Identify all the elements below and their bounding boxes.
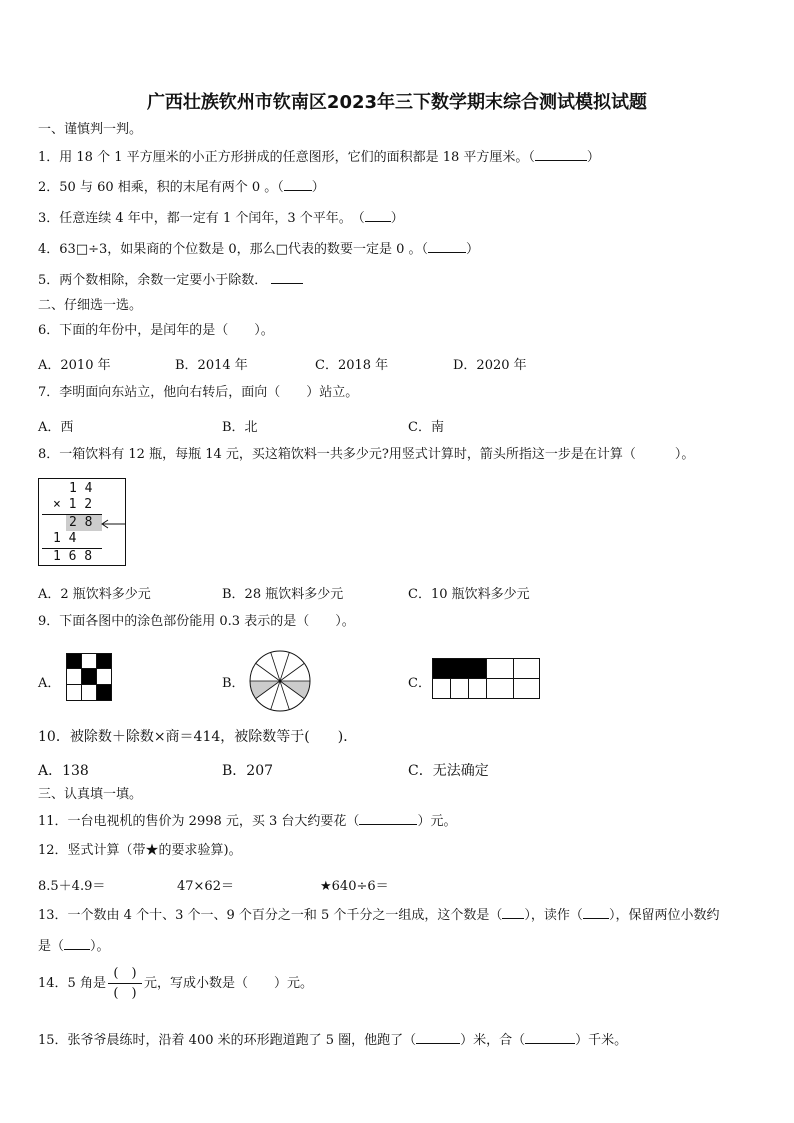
calc-item-2: 47×62＝ xyxy=(177,879,234,894)
question-5: 5．两个数相除，余数一定要小于除数． xyxy=(38,271,303,289)
answer-blank[interactable] xyxy=(428,240,466,253)
question-10: 10．被除数＋除数×商＝414，被除数等于( )． xyxy=(38,729,358,745)
answer-blank[interactable] xyxy=(284,178,312,191)
answer-blank[interactable] xyxy=(583,906,609,919)
answer-blank[interactable] xyxy=(502,906,524,919)
calc-row-partial-2: 1 4 xyxy=(53,531,77,546)
answer-blank[interactable] xyxy=(64,937,90,950)
option-c[interactable]: C．无法确定 xyxy=(408,763,489,779)
question-7: 7．李明面向东站立，他向右转后，面向（ ）站立。 xyxy=(38,385,359,400)
answer-blank[interactable] xyxy=(359,812,417,825)
option-b[interactable]: B．207 xyxy=(222,763,274,779)
answer-blank[interactable] xyxy=(416,1031,460,1044)
calc-item-3: ★640÷6＝ xyxy=(320,879,389,894)
answer-blank[interactable] xyxy=(271,271,303,284)
question-9: 9．下面各图中的涂色部份能用 0.3 表示的是（ ）。 xyxy=(38,614,355,629)
question-15: 15．张爷爷晨练时，沿着 400 米的环形跑道跑了 5 圈，他跑了（ ）米，合（ ）千米。 xyxy=(38,1033,628,1048)
vertical-multiplication-figure xyxy=(38,478,126,566)
option-c[interactable]: C． xyxy=(408,676,431,691)
option-b[interactable]: B． xyxy=(222,676,245,691)
option-a[interactable]: A．138 xyxy=(38,763,89,779)
option-c[interactable]: C．2018 年 xyxy=(315,358,389,373)
answer-blank[interactable] xyxy=(535,148,587,161)
section-heading-3: 三、认真填一填。 xyxy=(38,787,143,802)
answer-blank[interactable] xyxy=(525,1031,575,1044)
question-6: 6．下面的年份中，是闰年的是（ ）。 xyxy=(38,323,274,338)
arrow-left-icon xyxy=(101,519,125,529)
option-d[interactable]: D．2020 年 xyxy=(453,358,527,373)
calc-row-multiplicand: 1 4 xyxy=(69,481,93,496)
question-3: 3．任意连续 4 年中，都一定有 1 个闰年，3 个平年。 （ ） xyxy=(38,211,404,226)
option-a[interactable]: A．2 瓶饮料多少元 xyxy=(38,587,151,602)
option-a[interactable]: A．西 xyxy=(38,420,74,435)
option-c[interactable]: C．南 xyxy=(408,420,444,435)
circle-figure-b[interactable] xyxy=(247,648,313,714)
question-4: 4．63□÷3，如果商的个位数是 0，那么□代表的数要一定是 0 。（ ） xyxy=(38,242,479,257)
section-heading-2: 二、仔细选一选。 xyxy=(38,298,143,313)
option-b[interactable]: B．28 瓶饮料多少元 xyxy=(222,587,344,602)
section-heading-1: 一、谨慎判一判。 xyxy=(38,122,143,137)
question-11: 11．一台电视机的售价为 2998 元，买 3 台大约要花（ ）元。 xyxy=(38,814,457,829)
option-a[interactable]: A．2010 年 xyxy=(38,358,111,373)
question-12: 12．竖式计算（带★的要求验算)。 xyxy=(38,843,242,858)
question-13: 13．一个数由 4 个十、3 个一、9 个百分之一和 5 个千分之一组成，这个数是（ ），读作（ ），保留两位小数约 xyxy=(38,908,720,923)
option-b[interactable]: B．2014 年 xyxy=(175,358,248,373)
calc-row-multiplier: × 1 2 xyxy=(53,497,93,512)
question-13-cont: 是（ ）。 xyxy=(38,939,110,954)
question-8: 8．一箱饮料有 12 瓶，每瓶 14 元，买这箱饮料一共多少元?用竖式计算时，箭头所指这一步是在计算（ ）。 xyxy=(38,447,695,462)
fraction-blank[interactable]: $\frac{( )}{( )}$ xyxy=(108,966,142,1001)
calc-item-1: 8.5＋4.9＝ xyxy=(38,879,106,894)
page-title: 广西壮族钦州市钦南区2023年三下数学期末综合测试模拟试题 xyxy=(146,92,648,113)
option-c[interactable]: C．10 瓶饮料多少元 xyxy=(408,587,530,602)
calc-row-product: 1 6 8 xyxy=(53,549,93,564)
option-b[interactable]: B．北 xyxy=(222,420,258,435)
bar-figure-c[interactable] xyxy=(432,658,540,700)
question-14: 14．5 角是 $\frac{( )}{( )}$ 元，写成小数是（ ）元。 xyxy=(38,966,313,1001)
option-a[interactable]: A． xyxy=(38,676,61,691)
calc-row-partial-1: 2 8 xyxy=(69,515,93,530)
question-1: 1．用 18 个 1 平方厘米的小正方形拼成的任意图形，它们的面积都是 18 平方厘米。（ ） xyxy=(38,150,600,165)
grid-figure-a[interactable] xyxy=(66,653,112,701)
question-2: 2．50 与 60 相乘，积的末尾有两个 0 。（ ） xyxy=(38,180,325,195)
answer-blank[interactable] xyxy=(365,209,391,222)
